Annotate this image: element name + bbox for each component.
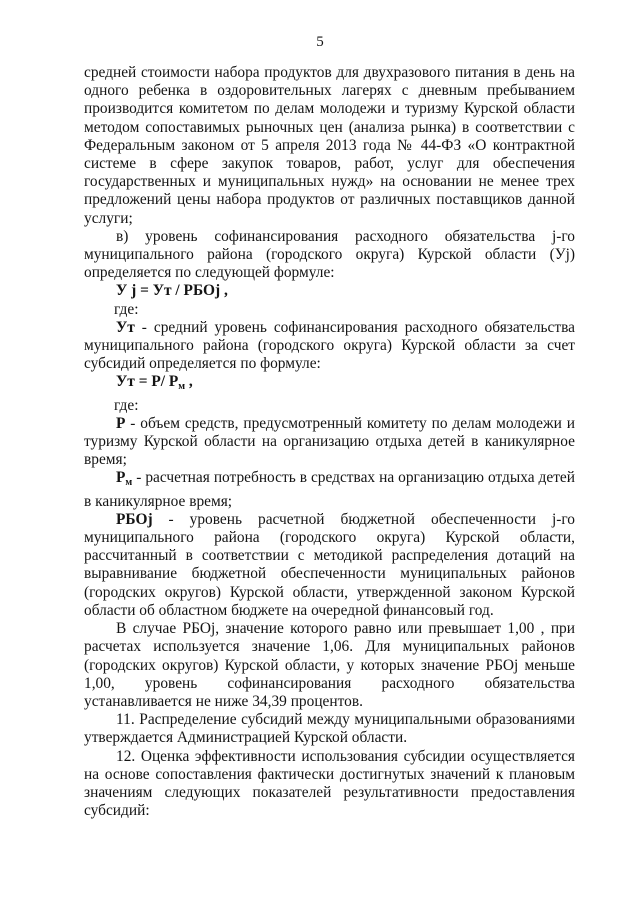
formula-ym-subscript: м — [178, 381, 186, 393]
definition-rbo — [84, 511, 575, 620]
document-body — [84, 64, 575, 820]
term-p: Р — [116, 414, 126, 432]
definition-pm-text: - расчетная потребность в средствах на организацию отдыха детей в каникулярное время; — [84, 469, 575, 510]
where-label-1: где: — [114, 300, 139, 318]
page-number: 5 — [316, 34, 324, 50]
definition-pm — [84, 469, 575, 510]
where-label-2: где: — [114, 396, 139, 414]
definition-rbo-text: - уровень расчетной бюджетной обеспеченности j-го муниципального района (городского округа) Курской области, рассчитанный в соответствии с методикой распределения дотаций на выравнивание бюджетной обеспеченности муниципальных районов (городских округов) Курской области, утвержденной законом Курской области об областном бюджете на очередной финансовый год. — [84, 510, 575, 619]
term-ym: Ут — [116, 318, 135, 336]
definition-ym-text: - средний уровень софинансирования расходного обязательства муниципального района (городского округа) Курской области за счет субсидий определяется по формуле: — [84, 318, 575, 373]
term-pm-subscript: м — [125, 477, 133, 489]
term-rbo: РБОj — [116, 510, 153, 528]
formula-yj: У j = Ут / РБОj , — [116, 282, 228, 300]
formula-ym-tail: , — [185, 373, 193, 391]
definition-p-text: - объем средств, предусмотренный комитету по делам молодежи и туризму Курской области на организацию отдыха детей в каникулярное время; — [84, 414, 575, 469]
paragraph-case-rbo: В случае РБОj, значение которого равно или превышает 1,00 , при расчетах используется значение 1,06. Для муниципальных районов (городских округов) Курской области, у которых значение РБОj меньше 1,00, уровень софинансирования расходного обязательства устанавливается не ниже 34,39 процентов. — [84, 620, 575, 710]
term-pm: Р — [116, 469, 126, 487]
paragraph-continuation: средней стоимости набора продуктов для двухразового питания в день на одного ребенка в оздоровительных лагерях с дневным пребыванием производится комитетом по делам молодежи и туризму Курской области методом сопоставимых рыночных цен (анализа рынка) в соответствии с Федеральным законом от 5 апреля 2013 года № 44-ФЗ «О контрактной системе в сфере закупок товаров, работ, услуг для обеспечения государственных и муниципальных нужд» на основании не менее трех предложений цены набора продуктов от различных поставщиков данной услуги; — [84, 64, 575, 227]
paragraph-item-v: в) уровень софинансирования расходного обязательства j-го муниципального района (городского округа) Курской области (Уj) определяется по следующей формуле: — [84, 227, 575, 282]
paragraph-12: 12. Оценка эффективности использования субсидии осуществляется на основе сопоставления фактически достигнутых значений к плановым значениям следующих показателей результативности предоставления субсидий: — [84, 747, 575, 820]
paragraph-11: 11. Распределение субсидий между муниципальными образованиями утверждается Администрацией Курской области. — [84, 711, 575, 747]
formula-ym — [84, 373, 575, 396]
formula-ym-main: Ут = Р/ Р — [116, 373, 179, 391]
definition-p — [84, 415, 575, 470]
definition-ym — [84, 319, 575, 374]
